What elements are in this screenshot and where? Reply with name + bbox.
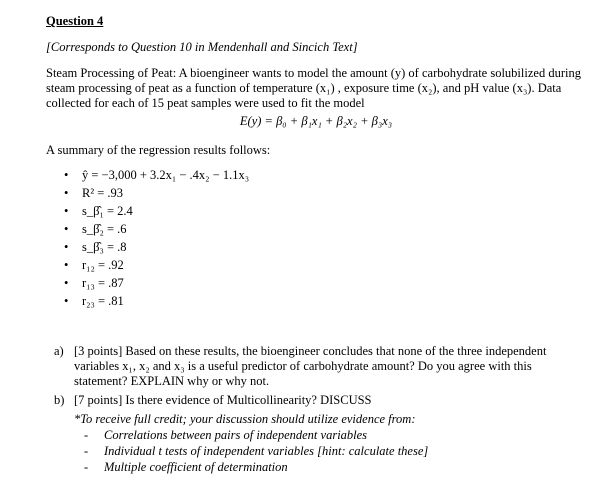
question-b-label: b) (54, 393, 65, 407)
evidence-list (46, 427, 586, 475)
result-r-squared: • R² = .93 (64, 184, 586, 202)
result-r23: • r₂₃ = .81 (64, 292, 586, 310)
result-se-beta3: • s_β̂₃ = .8 (64, 238, 586, 256)
evidence-item-t-tests: - Individual t tests of independent variables [hint: calculate these] (84, 443, 586, 459)
result-r13: • r₁₃ = .87 (64, 274, 586, 292)
regression-model: E(y) = β₀ + β₁x₁ + β₂x₂ + β₃x₃ (239, 114, 393, 128)
evidence-item-correlations: - Correlations between pairs of independent variables (84, 427, 586, 443)
evidence-item-r-squared: - Multiple coefficient of determination (84, 459, 586, 475)
credit-note: *To receive full credit; your discussion should utilize evidence from: (74, 412, 416, 426)
result-r12: • r₁₂ = .92 (64, 256, 586, 274)
result-se-beta2: • s_β̂₂ = .6 (64, 220, 586, 238)
result-se-beta1: • s_β̂₁ = 2.4 (64, 202, 586, 220)
question-a-label: a) (54, 344, 64, 358)
regression-results-list (46, 166, 586, 310)
question-title: Question 4 (46, 14, 104, 28)
question-a-text: [3 points] Based on these results, the bioengineer concludes that none of the three independent variables x₁, x₂ and x₃ is a useful predictor of carbohydrate amount? Do you agree with this statement? EXPLAIN why or why not. (74, 344, 547, 388)
question-b-text: [7 points] Is there evidence of Multicollinearity? DISCUSS (74, 393, 372, 407)
question-b (46, 393, 586, 408)
question-document (46, 14, 586, 475)
result-fitted-equation: • ŷ = −3,000 + 3.2x₁ − .4x₂ − 1.1x₃ (64, 166, 586, 184)
text-reference: [Corresponds to Question 10 in Mendenhall and Sincich Text] (46, 40, 358, 54)
summary-intro: A summary of the regression results follows: (46, 143, 271, 157)
questions-section (46, 344, 586, 475)
question-a (46, 344, 586, 389)
problem-intro: Steam Processing of Peat: A bioengineer wants to model the amount (y) of carbohydrate solubilized during steam processing of peat as a function of temperature (x₁) , exposure time (x₂), and pH value (x₃). Data collected for each of 15 peat samples were used to fit the model (46, 66, 581, 110)
